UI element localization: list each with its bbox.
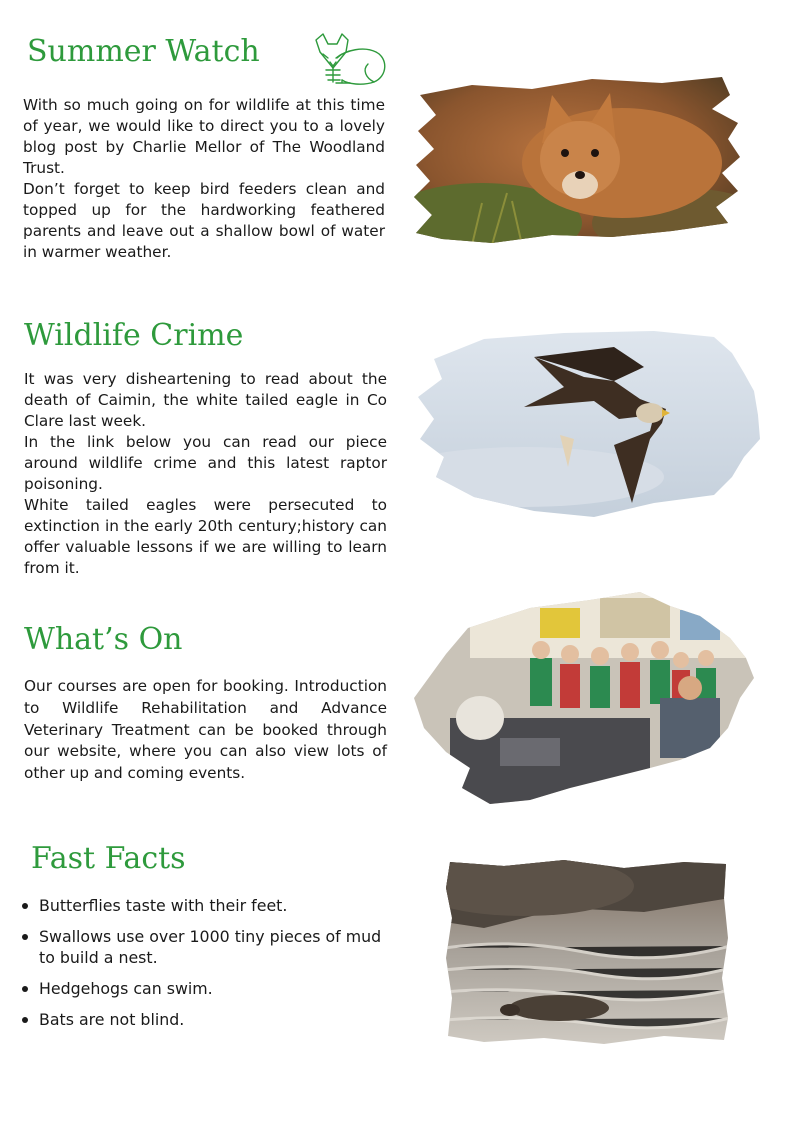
- wildlife-crime-text: [24, 369, 387, 579]
- wildlife-crime-paragraph: It was very disheartening to read about the death of Caimin, the white tailed eagle in Co Clare last week.: [24, 370, 387, 430]
- summer-watch-paragraph: With so much going on for wildlife at this time of year, we would like to direct you to a lovely blog post by Charlie Mellor of The Woodland Trust.: [23, 96, 385, 177]
- summer-watch-paragraph: Don’t forget to keep bird feeders clean and topped up for the hardworking feathered parents and leave out a shallow bowl of water in warmer weather.: [23, 180, 385, 261]
- list-item: Hedgehogs can swim.: [22, 978, 382, 999]
- list-item: Swallows use over 1000 tiny pieces of mud to build a nest.: [22, 926, 382, 968]
- wildlife-crime-heading: Wildlife Crime: [24, 318, 244, 353]
- list-item: Bats are not blind.: [22, 1009, 382, 1030]
- summer-watch-heading: Summer Watch: [27, 34, 260, 69]
- bullet-icon: [22, 1017, 28, 1023]
- hedgehog-swimming-photo: [444, 858, 730, 1046]
- fox-line-icon: [306, 30, 390, 88]
- eagle-photo: [414, 327, 762, 519]
- summer-watch-text: [23, 95, 385, 263]
- fast-facts-list: [22, 895, 382, 1040]
- bullet-icon: [22, 903, 28, 909]
- fast-facts-heading: Fast Facts: [31, 841, 186, 876]
- course-group-photo: [410, 588, 758, 808]
- whats-on-heading: What’s On: [24, 622, 183, 657]
- whats-on-paragraph: Our courses are open for booking. Introduction to Wildlife Rehabilitation and Advance Veterinary Treatment can be booked through our website, where you can also view lots of other up and coming events.: [24, 677, 387, 783]
- list-item: Butterflies taste with their feet.: [22, 895, 382, 916]
- bullet-icon: [22, 934, 28, 940]
- bullet-icon: [22, 986, 28, 992]
- whats-on-text: [24, 676, 387, 785]
- fox-photo: [412, 73, 742, 245]
- wildlife-crime-paragraph: White tailed eagles were persecuted to extinction in the early 20th century;history can offer valuable lessons if we are willing to learn from it.: [24, 496, 387, 577]
- wildlife-crime-paragraph: In the link below you can read our piece around wildlife crime and this latest raptor poisoning.: [24, 433, 387, 493]
